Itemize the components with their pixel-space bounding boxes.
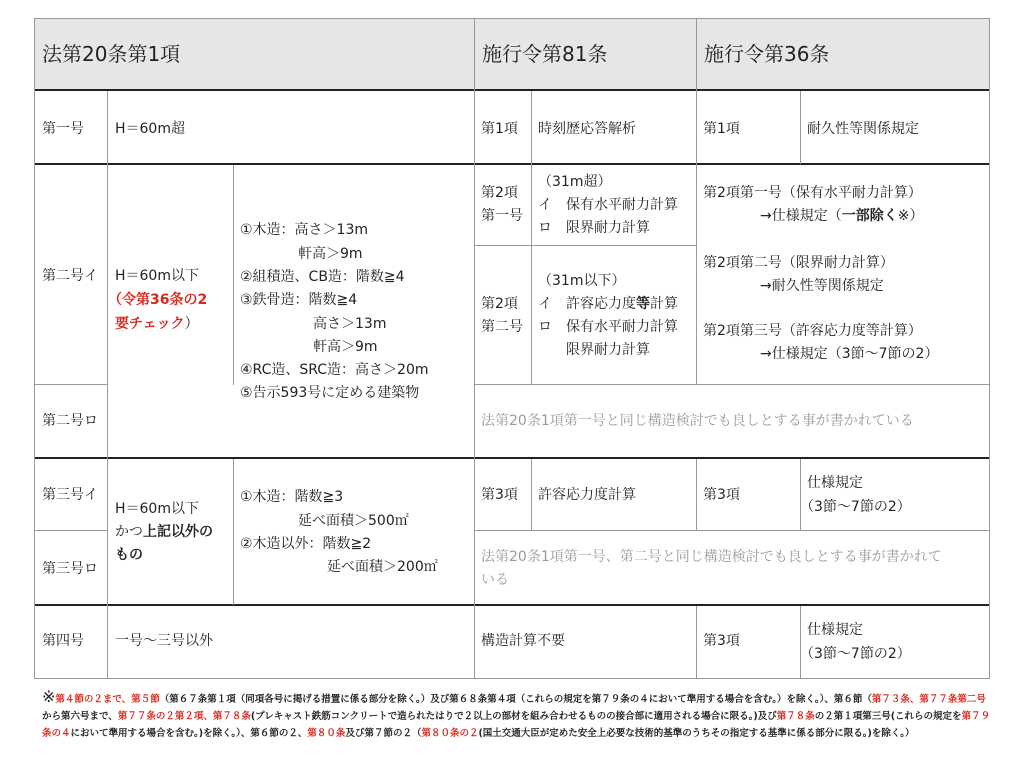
- row2-check-note: （令第36条の2: [108, 292, 208, 308]
- column-divider: [696, 18, 697, 91]
- row1-ord81-method: 時刻歴応答解析: [538, 121, 636, 137]
- row2-check-close: ）: [184, 316, 199, 332]
- row2-ord36-a2-pre: →仕様規定（: [760, 208, 842, 224]
- column-divider: [474, 18, 475, 679]
- row4-ord36-rule2: （3節〜7節の2）: [800, 646, 911, 662]
- row3-building-4: 延べ面積＞200㎡: [327, 559, 438, 575]
- row1-ord81-clause: 第1項: [481, 121, 518, 137]
- row2-sub2-line3: ロ 保有水平耐力計算: [538, 319, 678, 335]
- row2-sub2-line2-pre: イ 許容応力度: [538, 296, 636, 312]
- row2-ord36-c1: 第2項第三号（許容応力度等計算）: [703, 323, 922, 339]
- table-border: [989, 18, 990, 679]
- row3-condition-3: もの: [115, 547, 143, 563]
- row2-building-3: ②組積造、CB造：階数≧4: [240, 269, 405, 285]
- footnote-segment: から第六号まで、: [42, 711, 118, 722]
- footnote-segment: （第６７条第１項（同項各号に掲げる措置に係る部分を除く。）及び第６８条第４項（これらの規定を第７９条の４において準用する場合を含む。）を除く。）、第６節（: [159, 694, 872, 705]
- row2-sub1-line3: ロ 限界耐力計算: [538, 220, 650, 236]
- footnote-segment: 第４節の２まで、: [55, 694, 132, 705]
- row1-ord36-rule: 耐久性等関係規定: [807, 121, 919, 137]
- row3-building-3: ②木造以外：階数≧2: [240, 536, 372, 552]
- column-divider: [800, 91, 801, 164]
- row1-label: 第一号: [42, 121, 84, 137]
- row2-ord36-a2-post: ※）: [897, 208, 924, 224]
- table-border: [34, 678, 990, 679]
- row1-ord36-clause: 第1項: [703, 121, 740, 137]
- row2-building-2: 軒高＞9m: [298, 246, 363, 262]
- row-divider: [34, 163, 990, 165]
- row2-sub1-line2: イ 保有水平耐力計算: [538, 197, 678, 213]
- row-divider: [474, 245, 696, 246]
- column-divider: [233, 459, 234, 605]
- row-divider: [474, 530, 990, 531]
- row1-condition: H＝60m超: [115, 121, 185, 137]
- row3-condition-2-bold: 上記以外の: [143, 524, 213, 540]
- row-divider: [474, 384, 990, 385]
- column-divider: [531, 91, 532, 385]
- footnote-segment: (国土交通大臣が定めた安全上必要な技術的基準のうちその指定する基準に係る部分に限る。)を除く。）: [478, 728, 915, 739]
- column-divider: [800, 459, 801, 531]
- row2-sub2-clause-b: 第二号: [481, 319, 523, 335]
- footnote-segment: 第７３条、第７７条第二号: [871, 694, 986, 705]
- row3-condition-2: [115, 521, 213, 544]
- row-divider: [34, 604, 990, 606]
- row3-ord36-rule2: （3節〜7節の2）: [800, 499, 911, 515]
- column-divider: [531, 459, 532, 531]
- row2-sub2-line4: 限界耐力計算: [566, 342, 650, 358]
- table-border: [34, 18, 990, 19]
- row2-sub2-clause-a: 第2項: [481, 296, 518, 312]
- row2-ord36-b2: →耐久性等関係規定: [760, 278, 884, 294]
- footnote-segment: 及び第７節の２（: [345, 728, 422, 739]
- row2-condition: H＝60m以下: [115, 268, 199, 284]
- footnote-segment: 第７９条の４: [42, 711, 991, 739]
- row3-ro-note-1: 法第20条1項第一号、第二号と同じ構造検討でも良しとする事が書かれて: [481, 549, 942, 565]
- row-divider: [34, 89, 990, 91]
- footnote-text: [42, 694, 990, 739]
- row2-building-1: ①木造：高さ＞13m: [240, 222, 369, 238]
- footnote-segment: 第８０条: [307, 728, 346, 739]
- row-divider: [34, 530, 107, 531]
- row2-building-4: ③鉄骨造：階数≧4: [240, 292, 358, 308]
- row-divider: [34, 384, 107, 385]
- row3-building-2: 延べ面積＞500㎡: [298, 513, 409, 529]
- table-border: [34, 18, 35, 679]
- row2-building-6: 軒高＞9m: [313, 339, 378, 355]
- column-divider: [233, 165, 234, 385]
- row2-sub1-clause-a: 第2項: [481, 185, 518, 201]
- row3-ro-note-2: いる: [481, 572, 509, 588]
- row2-i-label: 第二号イ: [42, 268, 98, 284]
- footnote: [42, 688, 992, 742]
- row2-building-8: ⑤告示593号に定める建築物: [240, 385, 420, 401]
- row2-ord36-c2: →仕様規定（3節〜7節の2）: [760, 346, 939, 362]
- row3-i-label: 第三号イ: [42, 487, 98, 503]
- footnote-segment: 第５節: [131, 694, 160, 705]
- column-divider: [696, 91, 697, 385]
- row4-condition: 一号〜三号以外: [115, 633, 213, 649]
- row2-sub1-line1: （31m超）: [538, 174, 612, 190]
- row3-ord81-clause: 第3項: [481, 487, 518, 503]
- row2-ro-note: 法第20条1項第一号と同じ構造検討でも良しとする事が書かれている: [481, 413, 914, 429]
- row2-building-5: 高さ＞13m: [313, 316, 387, 332]
- footnote-segment: 第７８条: [776, 711, 815, 722]
- row2-building-7: ④RC造、SRC造：高さ＞20m: [240, 362, 429, 378]
- column-divider: [696, 606, 697, 679]
- footnote-segment: 第８０条の２: [421, 728, 479, 739]
- footnote-segment: の２第１項第三号(これらの規定を: [814, 711, 962, 722]
- row3-building-1: ①木造：階数≧3: [240, 489, 344, 505]
- row2-sub2-line2: [538, 293, 678, 316]
- header-ordinance-36: 施行令第36条: [704, 42, 830, 66]
- row3-ord36-rule1: 仕様規定: [807, 475, 863, 491]
- row4-ord81: 構造計算不要: [481, 633, 565, 649]
- row2-sub2-line2-post: 計算: [650, 296, 678, 312]
- row2-check-note-line2: [115, 313, 199, 336]
- footnote-segment: (プレキャスト鉄筋コンクリートで造られたはりで２以上の部材を組み合わせるものの接合部に適用される場合に限る。)及び: [250, 711, 777, 722]
- footnote-segment: において準用する場合を含む。)を除く。）、第６節の２、: [70, 728, 308, 739]
- header-law-20: 法第20条第1項: [42, 42, 181, 66]
- row2-check-note-red: 要チェック: [115, 316, 185, 332]
- row2-ord36-a1: 第2項第一号（保有水平耐力計算）: [703, 185, 922, 201]
- header-ordinance-81: 施行令第81条: [482, 42, 608, 66]
- row3-ro-label: 第三号ロ: [42, 561, 98, 577]
- row2-sub2-line2-bold: 等: [636, 296, 650, 312]
- row2-ord36-b1: 第2項第二号（限界耐力計算）: [703, 255, 894, 271]
- row3-condition-2-pre: かつ: [115, 524, 143, 540]
- row2-ord36-a2: [760, 205, 923, 228]
- row2-ord36-a2-bold: 一部除く: [841, 208, 898, 224]
- row2-sub1-clause-b: 第一号: [481, 208, 523, 224]
- row3-ord36-clause: 第3項: [703, 487, 740, 503]
- footnote-mark: ※: [42, 687, 56, 706]
- column-divider: [107, 91, 108, 679]
- row4-label: 第四号: [42, 633, 84, 649]
- row4-ord36-clause: 第3項: [703, 633, 740, 649]
- column-divider: [696, 459, 697, 531]
- row3-ord81-method: 許容応力度計算: [538, 487, 636, 503]
- footnote-segment: 第７７条の２第２項、第７８条: [117, 711, 251, 722]
- row2-sub2-line1: （31m以下）: [538, 273, 626, 289]
- row4-ord36-rule1: 仕様規定: [807, 622, 863, 638]
- row-divider: [34, 457, 990, 459]
- row2-ro-label: 第二号ロ: [42, 413, 98, 429]
- row3-condition-1: H＝60m以下: [115, 501, 199, 517]
